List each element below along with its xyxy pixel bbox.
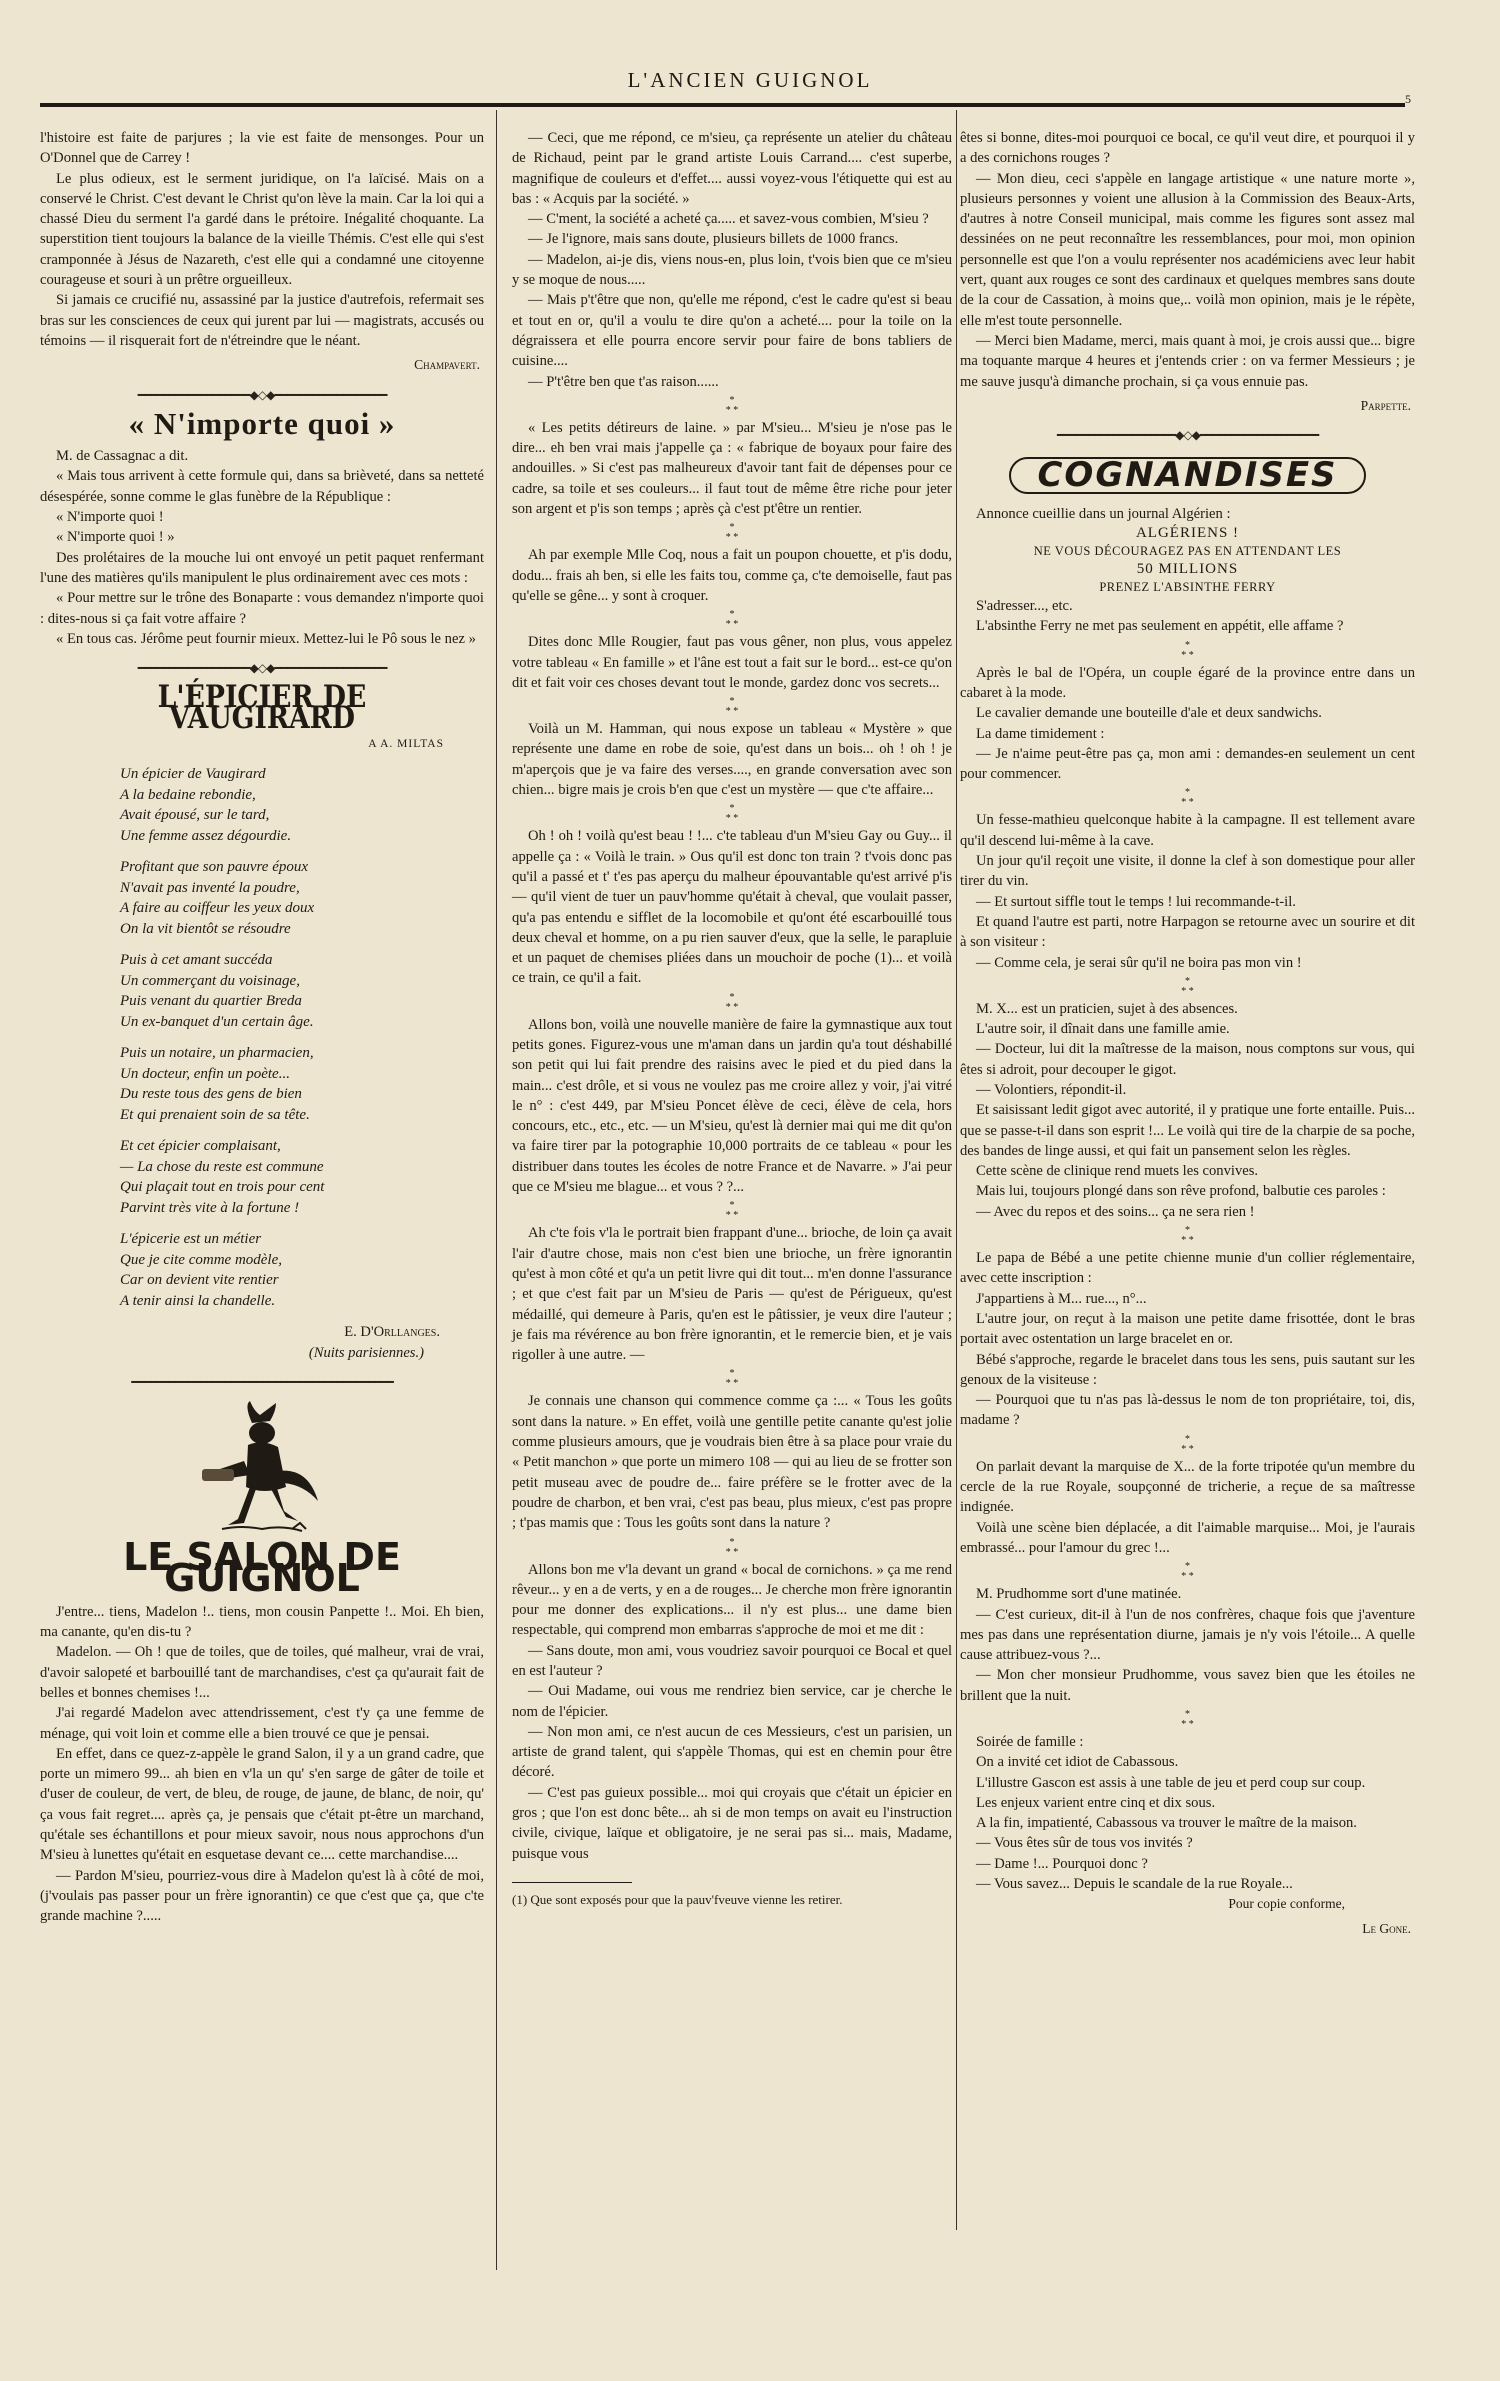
column-3 bbox=[960, 128, 1415, 1939]
paragraph: — Docteur, lui dit la maîtresse de la maison, nous comptons sur vous, qui êtes si adroit, pour decouper le gigot. bbox=[960, 1041, 1415, 1078]
paragraph: — Je l'ignore, mais sans doute, plusieurs billets de 1000 francs. bbox=[528, 231, 899, 248]
poem-stanza bbox=[120, 950, 484, 1032]
paragraph: — Mais p't'être que non, qu'elle me répond, c'est le cadre qu'est si beau et tout en or, qu'il a voulu te dire qu'on a acheté.... pour la toile on la dégraissera et elle pourra encore servir pour faire de bons tabliers de cuisine.... bbox=[512, 292, 952, 370]
poem-line: Parvint très vite à la fortune ! bbox=[120, 1199, 300, 1216]
paragraph: « Pour mettre sur le trône des Bonaparte : vous demandez n'importe quoi : dites-nous si ça fait votre affaire ? bbox=[40, 590, 484, 627]
footnote-rule bbox=[512, 1882, 632, 1883]
paragraph: — Non mon ami, ce n'est aucun de ces Messieurs, c'est un parisien, un artiste de grand talent, qui s'appèle Thomas, qui est en chemin pour être décoré. bbox=[512, 1723, 952, 1781]
paragraph: — Vous savez... Depuis le scandale de la rue Royale... bbox=[976, 1876, 1293, 1893]
asterism: * * * bbox=[725, 609, 739, 631]
paragraph: — Ceci, que me répond, ce m'sieu, ça représente un atelier du château de Richaud, peint par le grand artiste Louis Carrand.... c'est superbe, magnifique de couleurs et d'effet.... aussi voyez-vous l'étiquette qui est au bas : « Acquis par la société. » bbox=[512, 130, 952, 207]
nimporte-quoi-title: « N'importe quoi » bbox=[128, 405, 396, 441]
paragraph: Après le bal de l'Opéra, un couple égaré de la province entre dans un cabaret à la mode. bbox=[960, 664, 1415, 701]
paragraph: Madelon. — Oh ! que de toiles, que de toiles, qué malheur, vrai de vrai, d'avoir salopeté et barbouillé tant de marchandises, c'est ça qu'aurait fait de belles et bonnes chemises !... bbox=[40, 1644, 484, 1701]
section-ornament: ━━━━━━━━━━━━━━━━━━━━━━━━━━━━━━━━━━━━━━━━━━ bbox=[131, 1374, 393, 1389]
poem-stanza bbox=[120, 1043, 484, 1125]
column-divider bbox=[956, 110, 957, 2230]
poem-line: Puis venant du quartier Breda bbox=[120, 993, 302, 1010]
paragraph: Le plus odieux, est le serment juridique, on l'a laïcisé. Mais on a conservé le Christ. C'est devant le Christ qu'on lève la main. Car la loi qui a chassé Dieu du serment l'a gardé dans le prétoire. Inégalité choquante. La superstition tient toujours la balance de la vieille Thémis. C'est elle qui s'est cramponnée à Jésus de Nazareth, c'est elle qui a condamné une citoyenne courageuse et souri à un prêtre orgueilleux. bbox=[40, 170, 484, 289]
poem-line: Du reste tous des gens de bien bbox=[120, 1086, 302, 1103]
guignol-devil-illustration bbox=[182, 1401, 342, 1541]
poem-line: Et qui prenaient soin de sa tête. bbox=[120, 1106, 310, 1123]
asterism: * * * bbox=[1181, 1561, 1194, 1583]
paragraph: Si jamais ce crucifié nu, assassiné par la justice d'autrefois, refermait ses bras sur les consciences de ceux qui jurent par lui — magistrats, accusés ou témoins — il risquerait fort de n'étreindre que le néant. bbox=[40, 292, 484, 349]
paragraph: Le cavalier demande une bouteille d'ale et deux sandwichs. bbox=[976, 705, 1322, 722]
paragraph: On parlait devant la marquise de X... de la forte tripotée qu'un membre du cercle de la rue Royale, soupçonné de tricherie, a reçue de sa maîtresse indignée. bbox=[960, 1458, 1415, 1516]
paragraph: — Pardon M'sieu, pourriez-vous dire à Madelon qu'est là à côté de moi, (j'voulais pas passer pour un frère ignorantin) ce que c'est que ça, que c'te grande machine ?..... bbox=[40, 1867, 484, 1925]
absinthe-advertisement bbox=[960, 524, 1415, 596]
intro-article bbox=[40, 128, 484, 351]
poem-line: Et cet épicier complaisant, bbox=[120, 1138, 281, 1155]
paragraph: L'illustre Gascon est assis à une table de jeu et perd coup sur coup. bbox=[976, 1774, 1366, 1791]
paragraph: « Mais tous arrivent à cette formule qui, dans sa brièveté, dans sa netteté désespérée, sonne comme le glas funèbre de la République : bbox=[40, 468, 484, 505]
asterism: * * * bbox=[1181, 1709, 1194, 1730]
paragraph: — P't'être ben que t'as raison...... bbox=[528, 373, 719, 390]
signature-le-gone: Le Gone. bbox=[1362, 1920, 1411, 1936]
salon-article bbox=[40, 1602, 484, 1927]
paragraph: — C'ment, la société a acheté ça..... et savez-vous combien, M'sieu ? bbox=[528, 211, 929, 228]
section-ornament: ━━━━━━━━━━━━━━━━━━◆◇◆━━━━━━━━━━━━━━━━━━ bbox=[137, 387, 387, 402]
poem-line: A tenir ainsi la chandelle. bbox=[120, 1292, 276, 1309]
poem-line: A faire au coiffeur les yeux doux bbox=[120, 900, 315, 917]
paragraph: — Mon dieu, ceci s'appèle en langage artistique « une nature morte », plusieurs personnes y voient une allusion à la Commission des Beaux-Arts, d'autres à notre Conseil municipal, mais comme les figures sont assez mal dessinées on ne peut reconnaître les ressemblances, pour moi, mon opinion personnelle est que l'on a voulu représenter nos académiciens avec leur habit vert, quant aux rouges ce sont des cardinaux et quelques membres sans doute de la cour de Cassation, à moins que,.. voilà mon opinion, mais je le répète, elle m'est toute personnelle. bbox=[960, 170, 1415, 329]
paragraph: Un jour qu'il reçoit une visite, il donne la clef à son domestique pour aller tirer du vin. bbox=[960, 853, 1415, 890]
paragraph: Allons bon me v'la devant un grand « bocal de cornichons. » ça me rend rêveur... y en a de verts, y en a de rouges... Je cherche mon frère ignorantin pour me donner des explications... il n'y est plus... une dame bien respectable, qui comprend mon embarras s'approche de moi et me dit : bbox=[512, 1561, 952, 1639]
paragraph: « Les petits détireurs de laine. » par M'sieu... M'sieu je n'ose pas le dire... eh ben vrai mais j'appelle ça : « fabrique de boyaux pour faire des andouilles. » Si c'est pas malheureux d'avoir tant fait de dépenses pour ce cadre, sa toile et ses couleurs... il faut tout de même être riche pour jeter son argent et p'is son temps ; après çà c'est pt'être un rentier. bbox=[512, 419, 952, 518]
nimporte-quoi-article bbox=[40, 446, 484, 649]
asterism: * * * bbox=[1181, 975, 1194, 997]
paragraph: En effet, dans ce quez-z-appèle le grand Salon, il y a un grand cadre, que porte un mimero 99... ah bien en v'la un qu' s'en sarge de gâter de toile et d'user de couleur, de vert, de bleu, de rouge, de jaune, de blanc, de noir, qu' ça vous fait regret.... après ça, je pensais que c'était pt-être un marchand, qu'étale ses échantillons et pour mieux savoir, nous nous approchons d'un M'sieu à lunettes qu'était en esquetase devant ce.... cette marchandise.... bbox=[40, 1745, 484, 1864]
poem-stanza bbox=[120, 764, 484, 846]
poem-line: Qui plaçait tout en trois pour cent bbox=[120, 1179, 325, 1196]
paragraph: — Pourquoi que tu n'as pas là-dessus le nom de ton propriétaire, toi, dis, madame ? bbox=[960, 1392, 1415, 1429]
poem-line: Puis un notaire, un pharmacien, bbox=[120, 1045, 314, 1062]
paragraph: « N'importe quoi ! bbox=[56, 509, 164, 526]
paragraph: — Comme cela, je serai sûr qu'il ne boira pas mon vin ! bbox=[976, 954, 1302, 971]
paragraph: A la fin, impatienté, Cabassous va trouver le maître de la maison. bbox=[976, 1815, 1357, 1832]
column-2 bbox=[512, 128, 952, 1909]
paragraph: J'entre... tiens, Madelon !.. tiens, mon cousin Panpette !.. Moi. Eh bien, ma canante, qu'en dis-tu ? bbox=[40, 1603, 484, 1641]
paragraph: J'ai regardé Madelon avec attendrissement, c'est t'y ça une femme de ménage, qui voit loin et comme elle a bien trouvé ce que je pensai. bbox=[40, 1705, 484, 1742]
paragraph: On a invité cet idiot de Cabassous. bbox=[976, 1754, 1179, 1771]
column-1 bbox=[40, 128, 484, 1927]
salon-conclusion bbox=[960, 128, 1415, 392]
paragraph: Dites donc Mlle Rougier, faut pas vous gêner, non plus, vous appelez votre tableau « En famille » et l'âne est tout a fait sur le bord... est-ce qu'on dit et fait voir ces choses devant tout le monde, gardez donc vos secrets... bbox=[512, 634, 952, 691]
column-divider bbox=[496, 110, 497, 2270]
asterism: * * * bbox=[725, 522, 739, 544]
paragraph: Des prolétaires de la mouche lui ont envoyé un petit paquet renfermant l'une des matières qu'ils manipulent le plus ordinairement avec ces mots : bbox=[40, 549, 484, 586]
signature-parpette: Parpette. bbox=[1360, 397, 1411, 413]
ad-intro: Annonce cueillie dans un journal Algérien : bbox=[976, 505, 1231, 522]
asterism: * * * bbox=[1181, 1433, 1194, 1455]
ad-line: PRENEZ L'ABSINTHE FERRY bbox=[1099, 580, 1276, 595]
paragraph: — C'est curieux, dit-il à l'un de nos confrères, chaque fois que j'aventure mes pas dans une représentation diurne, jamais je n'y vois l'étoile... A quelle cause attribuez-vous ?... bbox=[960, 1606, 1415, 1664]
asterism: * * * bbox=[725, 1536, 739, 1558]
poem-line: Un ex-banquet d'un certain âge. bbox=[120, 1013, 314, 1030]
poem-line: Puis à cet amant succéda bbox=[120, 952, 273, 969]
paragraph: Et saisissant ledit gigot avec autorité, il y pratique une forte entaille. Puis... que se passe-t-il dans son esprit !... Le voilà qui tire de la charpie de sa poche, des bandes de linge aussi, et qui fait un pansement selon les règles. bbox=[960, 1102, 1415, 1159]
asterism: * * * bbox=[1181, 1225, 1194, 1247]
poem-signature: E. D'Orllanges. bbox=[344, 1324, 440, 1341]
poem-body bbox=[40, 764, 484, 1311]
paragraph: Le papa de Bébé a une petite chienne munie d'un collier réglementaire, avec cette inscription : bbox=[960, 1250, 1415, 1287]
paragraph: — Sans doute, mon ami, vous voudriez savoir pourquoi ce Bocal et quel en est l'auteur ? bbox=[512, 1642, 952, 1679]
paragraph: Bébé s'approche, regarde le bracelet dans tous les sens, puis sautant sur les genoux de la visiteuse : bbox=[960, 1351, 1415, 1388]
paragraph: L'autre jour, on reçut à la maison une petite dame frisottée, dont le bras portait avec ostentation un large bracelet en or. bbox=[960, 1310, 1415, 1348]
asterism: * * * bbox=[725, 803, 739, 825]
paragraph: Allons bon, voilà une nouvelle manière de faire la gymnastique aux tout petits gones. Figurez-vous une m'aman dans un jardin qu'a tout déshabillé son petit qui lui fait prendre des raisins avec le pied et du pied dans la main... c'est drôle, et si vous ne voulez pas me croire allez y voir, j'ai vitré le n° : c'est 449, par M'sieu Poncet élève de ceci, élève de cela, hors concours, etc., etc., etc. — un M'sieu, qu'est là dernier mai qui me dit qu'on va faire tirer par la potographie 10,000 portraits de ce tableau « pour les distribuer dans toutes les écoles de notre France et de Navarre. » J'ai peur que ce M'sieu me blague... et vous ? ?... bbox=[512, 1016, 952, 1196]
asterism: * * * bbox=[725, 696, 739, 718]
poem-line: Une femme assez dégourdie. bbox=[120, 827, 292, 844]
anecdotes bbox=[960, 641, 1415, 1895]
paragraph: — Je n'aime peut-être pas ça, mon ami : demandes-en seulement un cent pour commencer. bbox=[960, 745, 1415, 783]
paragraph: — Merci bien Madame, merci, mais quant à moi, je crois aussi que... bigre ma toquante marque 4 heures et j'entends crier : on va fermer Messieurs ; je me sauve jusqu'à dimanche prochain, si ça vous ennuie pas. bbox=[960, 332, 1415, 390]
poem-line: L'épicerie est un métier bbox=[120, 1231, 262, 1248]
asterism: * * * bbox=[725, 991, 739, 1013]
poem-line: Car on devient vite rentier bbox=[120, 1272, 279, 1289]
paragraph: — Oui Madame, oui vous me rendriez bien service, car je cherche le nom de l'épicier. bbox=[512, 1683, 952, 1720]
ad-line: ALGÉRIENS ! bbox=[1135, 525, 1240, 542]
ad-line: 50 MILLIONS bbox=[1136, 561, 1239, 578]
paragraph: — Madelon, ai-je dis, viens nous-en, plus loin, t'vois bien que ce m'sieu y se moque de nous..... bbox=[512, 251, 952, 289]
poem-stanza bbox=[120, 1229, 484, 1311]
footnote: (1) Que sont exposés pour que la pauv'fveuve vienne les retirer. bbox=[512, 1891, 843, 1907]
paragraph: — Volontiers, répondit-il. bbox=[976, 1081, 1127, 1098]
paragraph: L'autre soir, il dînait dans une famille amie. bbox=[976, 1021, 1230, 1038]
paragraph: Mais lui, toujours plongé dans son rêve profond, balbutie ces paroles : bbox=[976, 1183, 1386, 1200]
paragraph: M. Prudhomme sort d'une matinée. bbox=[976, 1586, 1182, 1603]
poem-line: — La chose du reste est commune bbox=[120, 1158, 324, 1175]
paragraph: Et quand l'autre est parti, notre Harpagon se retourne avec un sourire et dit à son visiteur : bbox=[960, 913, 1415, 951]
ad-commentary bbox=[960, 596, 1415, 637]
poem-line: Un épicier de Vaugirard bbox=[120, 766, 266, 783]
poem-line: N'avait pas inventé la poudre, bbox=[120, 879, 300, 896]
paragraph: Voilà une scène bien déplacée, a dit l'aimable marquise... Moi, je l'aurais embrassé... pour l'amour du grec !... bbox=[960, 1519, 1415, 1556]
asterism: * * * bbox=[725, 1200, 739, 1222]
masthead-rule bbox=[40, 103, 1405, 107]
copy-note: Pour copie conforme, bbox=[1228, 1896, 1345, 1912]
epicier-title: L'ÉPICIER DE VAUGIRARD bbox=[157, 679, 367, 736]
paragraph: Cette scène de clinique rend muets les convives. bbox=[976, 1163, 1259, 1180]
poem-line: On la vit bientôt se résoudre bbox=[120, 920, 291, 937]
cognandises-banner bbox=[960, 455, 1415, 496]
paragraph: Les enjeux varient entre cinq et dix sous. bbox=[976, 1794, 1216, 1811]
salon-continued bbox=[512, 128, 952, 392]
paragraph: « En tous cas. Jérôme peut fournir mieux. Mettez-lui le Pô sous le nez » bbox=[56, 630, 476, 647]
paragraph: — Avec du repos et des soins... ça ne sera rien ! bbox=[976, 1203, 1255, 1220]
poem-source: (Nuits parisiennes.) bbox=[308, 1344, 424, 1361]
poem-line: Avait épousé, sur le tard, bbox=[120, 807, 270, 824]
paragraph: — C'est pas guieux possible... moi qui croyais que c'était un épicier en gros ; que l'on est donc bête... ah si de mon temps on avait eu l'instruction civile, civique, laïque et obligatoire, je ne serai pas si... mais, Madame, puisque vous bbox=[512, 1784, 952, 1862]
poem-stanza bbox=[120, 1136, 484, 1218]
asterism: * * * bbox=[725, 1368, 739, 1390]
poem-dedication: A A. MILTAS bbox=[368, 738, 444, 751]
section-ornament: ━━━━━━━━━━━━━━━━━━━◆◇◆━━━━━━━━━━━━━━━━━━━ bbox=[1056, 428, 1319, 443]
paragraph: Ah par exemple Mlle Coq, nous a fait un poupon chouette, et p'is dodu, dodu... frais ah ben, si elle les faits tou, comme ça, c'te demoiselle, faut pas qu'elle se gêne... y sont à croquer. bbox=[512, 547, 952, 604]
paragraph: J'appartiens à M... rue..., n°... bbox=[976, 1290, 1147, 1307]
cognandises-title: COGNANDISES bbox=[1009, 457, 1365, 493]
paragraph: L'absinthe Ferry ne met pas seulement en appétit, elle affame ? bbox=[976, 618, 1344, 635]
paragraph: Ah c'te fois v'la le portrait bien frappant d'une... brioche, de loin ça avait l'air d'autre chose, mais non c'est bien une brioche, un frère ignorantin qu'est à mon côté et qu'a un petit livre qui dit tout... m'en donne l'assurance ; et que c'est fait par un M'sieu de Paris — qu'est de Périgueux, qu'est médaillé, qui demeure à Paris, qu'en est le pâtissier, je veux dire l'auteur ; je fais ma révérence au bon frère ignorantin, et le remercie bien, et je vais rigoller à une autre. — bbox=[512, 1225, 952, 1364]
asterism: * * * bbox=[1181, 787, 1194, 809]
poem-line: Un docteur, enfin un poète... bbox=[120, 1065, 290, 1082]
paragraph: l'histoire est faite de parjures ; la vie est faite de mensonges. Pour un O'Donnel que de Carrey ! bbox=[40, 130, 484, 167]
poem-line: Profitant que son pauvre époux bbox=[120, 859, 309, 876]
paragraph: La dame timidement : bbox=[976, 725, 1105, 742]
paragraph: — Vous êtes sûr de tous vos invités ? bbox=[976, 1835, 1193, 1852]
paragraph: Un fesse-mathieu quelconque habite à la campagne. Il est tellement avare qu'il descend lui-même à la cave. bbox=[960, 812, 1415, 849]
poem-stanza bbox=[120, 857, 484, 939]
paragraph: Voilà un M. Hamman, qui nous expose un tableau « Mystère » que représente une dame en robe de soie, qu'est dans un bois... oh ! oh ! je m'aperçois que je va faire des verses...., en grande conversation avec son chien... bigre mais je crois b'en que c'est un mystère — que c'te affaire... bbox=[512, 721, 952, 799]
paragraph: M. X... est un praticien, sujet à des absences. bbox=[976, 1000, 1238, 1017]
signature-champavert: Champavert. bbox=[414, 357, 480, 373]
poem-line: Un commerçant du voisinage, bbox=[120, 972, 300, 989]
paragraph: M. de Cassagnac a dit. bbox=[56, 448, 189, 465]
poem-line: Que je cite comme modèle, bbox=[120, 1251, 283, 1268]
salon-sections bbox=[512, 396, 952, 1864]
paragraph: « N'importe quoi ! » bbox=[56, 529, 175, 546]
section-ornament: ━━━━━━━━━━━━━━━━━━◆◇◆━━━━━━━━━━━━━━━━━━ bbox=[137, 661, 387, 676]
paragraph: — Et surtout siffle tout le temps ! lui recommande-t-il. bbox=[976, 893, 1296, 910]
paragraph: S'adresser..., etc. bbox=[976, 598, 1073, 615]
paragraph: êtes si bonne, dites-moi pourquoi ce bocal, ce qu'il veut dire, et pourquoi il y a des cornichons rouges ? bbox=[960, 130, 1415, 167]
paragraph: Oh ! oh ! voilà qu'est beau ! !... c'te tableau d'un M'sieu Gay ou Guy... il appelle ça : « Voilà le train. » Ous qu'il est donc ton train ? t'vois donc pas qu'il a passé et t' t'es pas aperçu du malheur épouvantable qu'est arrivé p'is — qu'il vient de tuer un pauv'homme qu'était à cheval, que voulait passer, qu'a pas entendu e sifflet de la locomobile et qu'ont été escarbouillé tous deux cheval et homme, on a pu rien sauver d'eux, que la selle, le parapluie et un paquet de chemises pliées dans un mouchoir de poche (1)... et voilà ce train, ce qu'il a fait. bbox=[512, 828, 952, 987]
asterism: * * * bbox=[1181, 639, 1194, 661]
masthead: L'ANCIEN GUIGNOL bbox=[627, 68, 873, 92]
paragraph: — Mon cher monsieur Prudhomme, vous savez bien que les étoiles ne brillent que la nuit. bbox=[960, 1667, 1415, 1704]
page-number: 5 bbox=[1405, 92, 1411, 106]
paragraph: — Dame !... Pourquoi donc ? bbox=[976, 1855, 1148, 1872]
salon-title: LE SALON DE GUIGNOL bbox=[123, 1535, 401, 1600]
paragraph: Soirée de famille : bbox=[976, 1734, 1084, 1750]
paragraph: Je connais une chanson qui commence comme ça :... « Tous les goûts sont dans la nature. » En effet, voilà une gentille petite canante qu'est jolie comme plusieurs amours, que je voudrais bien être à sa place pour vraie du « Petit manchon » que porte un mimero 108 — qui au lieu de se frotter son petit museau avec de poudre de... faire préfère se le frotter avec de la poudre de charbon, et ben vrai, c'est pas beau, plus mieux, c'est pas propre ; t'pas mamis que : Tous les goûts sont dans la nature ? bbox=[512, 1393, 952, 1532]
ad-line: NE VOUS DÉCOURAGEZ PAS EN ATTENDANT LES bbox=[1033, 544, 1342, 559]
poem-line: A la bedaine rebondie, bbox=[120, 786, 256, 803]
asterism: * * * bbox=[725, 394, 739, 416]
